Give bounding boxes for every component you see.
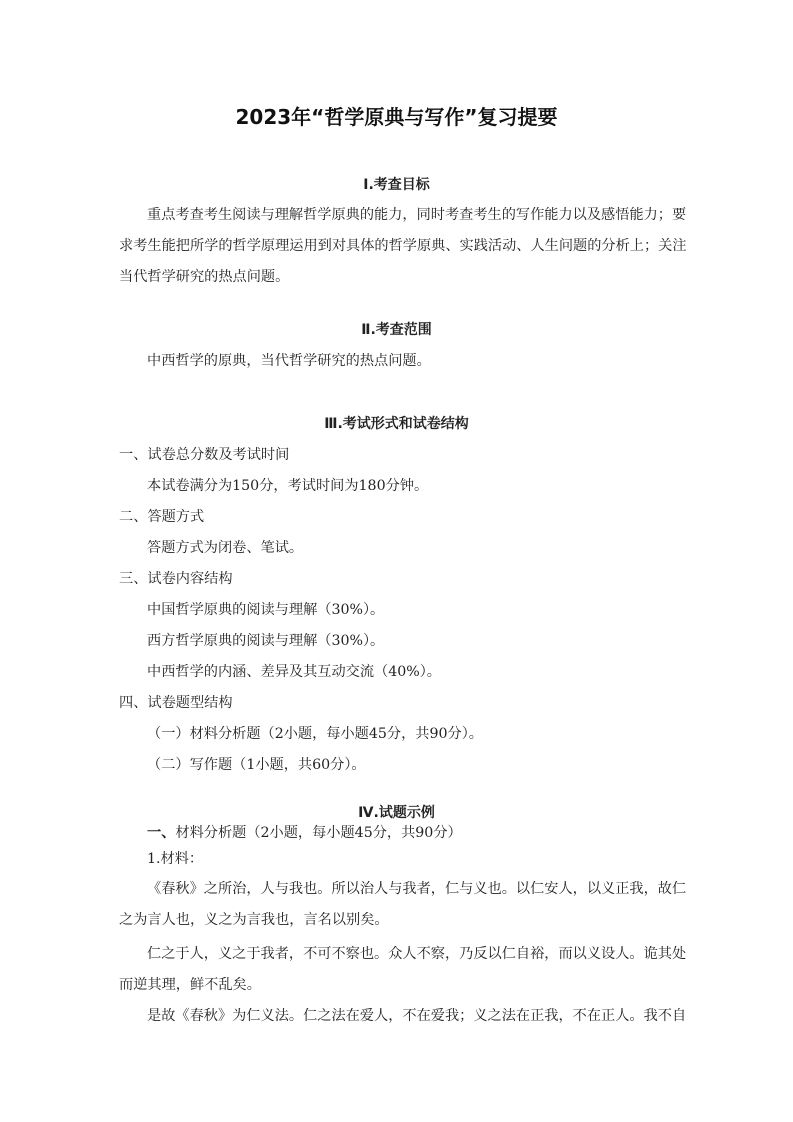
material-line: 仁之于人，义之于我者，不可不察也。众人不察，乃反以仁自裕，而以义设人。诡其处 — [147, 946, 687, 962]
list-item: 一、试卷总分数及考试时间 — [119, 447, 290, 463]
question-number: 一、 — [147, 825, 176, 841]
section-3-heading: Ⅲ.考试形式和试卷结构 — [324, 416, 469, 432]
material-line: 而逆其理，鲜不乱矣。 — [119, 977, 261, 993]
list-item-detail: 西方哲学原典的阅读与理解（30%）。 — [147, 633, 385, 649]
material-label: 1.材料： — [147, 851, 204, 867]
list-item: 三、试卷内容结构 — [119, 571, 233, 587]
document-title: 2023年“哲学原典与写作”复习提要 — [235, 105, 558, 129]
section-2-heading: Ⅱ.考查范围 — [361, 322, 432, 338]
list-item-detail: 答题方式为闭卷、笔试。 — [147, 540, 304, 556]
list-item: 四、试卷题型结构 — [119, 695, 233, 711]
list-item-detail: （一）材料分析题（2小题，每小题45分，共90分）。 — [147, 726, 483, 742]
paragraph-line: 中西哲学的原典，当代哲学研究的热点问题。 — [147, 353, 431, 369]
material-line: 之为言人也，义之为言我也，言名以别矣。 — [119, 912, 389, 928]
paragraph-line: 当代哲学研究的热点问题。 — [119, 269, 290, 285]
section-1-heading: Ⅰ.考查目标 — [363, 177, 430, 193]
list-item: 二、答题方式 — [119, 509, 205, 525]
list-item-detail: 本试卷满分为150分，考试时间为180分钟。 — [147, 478, 429, 494]
paragraph-line: 求考生能把所学的哲学原理运用到对具体的哲学原典、实践活动、人生问题的分析上；关注 — [119, 238, 687, 254]
question-title: 材料分析题（2小题，每小题45分，共90分） — [175, 825, 462, 841]
list-item-detail: 中国哲学原典的阅读与理解（30%）。 — [147, 602, 385, 618]
paragraph-line: 重点考查考生阅读与理解哲学原典的能力，同时考查考生的写作能力以及感悟能力；要 — [147, 207, 687, 223]
list-item-detail: 中西哲学的内涵、差异及其互动交流（40%）。 — [147, 664, 441, 680]
material-line: 是故《春秋》为仁义法。仁之法在爱人，不在爱我；义之法在正我，不在正人。我不自 — [147, 1008, 687, 1024]
question-type — [147, 824, 462, 842]
list-item-detail: （二）写作题（1小题，共60分）。 — [147, 757, 366, 773]
section-4-heading: Ⅳ.试题示例 — [358, 805, 435, 821]
material-line: 《春秋》之所治，人与我也。所以治人与我者，仁与义也。以仁安人，以义正我，故仁 — [147, 881, 687, 897]
